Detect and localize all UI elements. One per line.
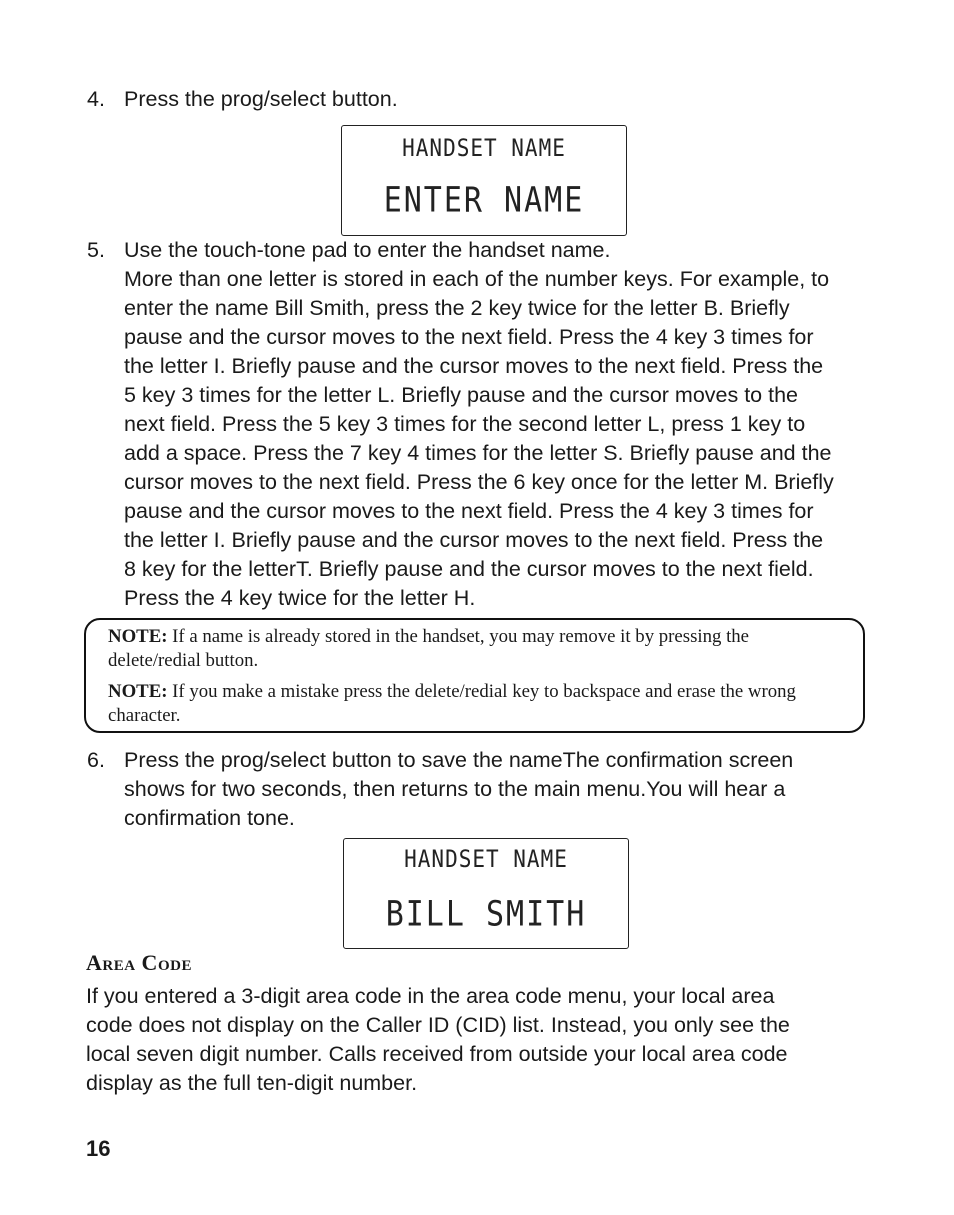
- area-code-line: code does not display on the Caller ID (CID) list. Instead, you only see the: [86, 1013, 790, 1037]
- step-5-text: [124, 236, 884, 613]
- step-5-number: 5.: [87, 238, 105, 262]
- area-code-line: local seven digit number. Calls received from outside your local area code: [86, 1042, 788, 1066]
- note-1: [108, 625, 843, 673]
- step-4-number: 4.: [87, 87, 105, 111]
- step-5-line: cursor moves to the next field. Press the 6 key once for the letter M. Briefly: [124, 470, 834, 494]
- page-number: 16: [86, 1136, 111, 1161]
- step-4-text: Press the prog/select button.: [124, 87, 398, 111]
- note-2: [108, 680, 843, 728]
- step-5-line: the letter I. Briefly pause and the cursor moves to the next field. Press the: [124, 354, 824, 378]
- step-5-line: 5 key 3 times for the letter L. Briefly pause and the cursor moves to the: [124, 383, 798, 407]
- lcd-screen-enter-name: [341, 125, 627, 236]
- step-5-line: Press the 4 key twice for the letter H.: [124, 586, 476, 610]
- area-code-line: If you entered a 3-digit area code in the area code menu, your local area: [86, 984, 775, 1008]
- area-code-body: [86, 982, 886, 1098]
- step-6-number: 6.: [87, 748, 105, 772]
- step-6-line: shows for two seconds, then returns to the main menu.You will hear a: [124, 777, 786, 801]
- step-5-line: pause and the cursor moves to the next field. Press the 4 key 3 times for: [124, 325, 814, 349]
- step-5-line: Use the touch-tone pad to enter the handset name.: [124, 238, 611, 262]
- step-6-line: confirmation tone.: [124, 806, 295, 830]
- area-code-line: display as the full ten-digit number.: [86, 1071, 418, 1095]
- step-6-text: [124, 746, 884, 833]
- step-5-line: next field. Press the 5 key 3 times for the second letter L, press 1 key to: [124, 412, 806, 436]
- section-heading-area-code: Area Code: [86, 950, 192, 975]
- lcd-line-2: ENTER NAME: [383, 180, 585, 221]
- lcd-line-1: HANDSET NAME: [404, 845, 568, 873]
- step-5-line: 8 key for the letterT. Briefly pause and the cursor moves to the next field.: [124, 557, 814, 581]
- lcd-line-2: BILL SMITH: [385, 894, 587, 935]
- lcd-screen-bill-smith: [343, 838, 629, 949]
- note-text: If you make a mistake press the delete/redial key to backspace and erase the wrong character.: [108, 681, 796, 726]
- step-5-line: the letter I. Briefly pause and the cursor moves to the next field. Press the: [124, 528, 824, 552]
- step-5-line: More than one letter is stored in each of the number keys. For example, to: [124, 267, 830, 291]
- note-label: NOTE:: [108, 626, 168, 647]
- note-label: NOTE:: [108, 681, 168, 702]
- note-box: [84, 618, 865, 733]
- step-6-line: Press the prog/select button to save the nameThe confirmation screen: [124, 748, 794, 772]
- lcd-line-1: HANDSET NAME: [402, 134, 566, 162]
- step-5-line: enter the name Bill Smith, press the 2 key twice for the letter B. Briefly: [124, 296, 790, 320]
- step-5-line: pause and the cursor moves to the next field. Press the 4 key 3 times for: [124, 499, 814, 523]
- note-text: If a name is already stored in the handset, you may remove it by pressing the delete/redial button.: [108, 626, 750, 671]
- step-5-line: add a space. Press the 7 key 4 times for the letter S. Briefly pause and the: [124, 441, 832, 465]
